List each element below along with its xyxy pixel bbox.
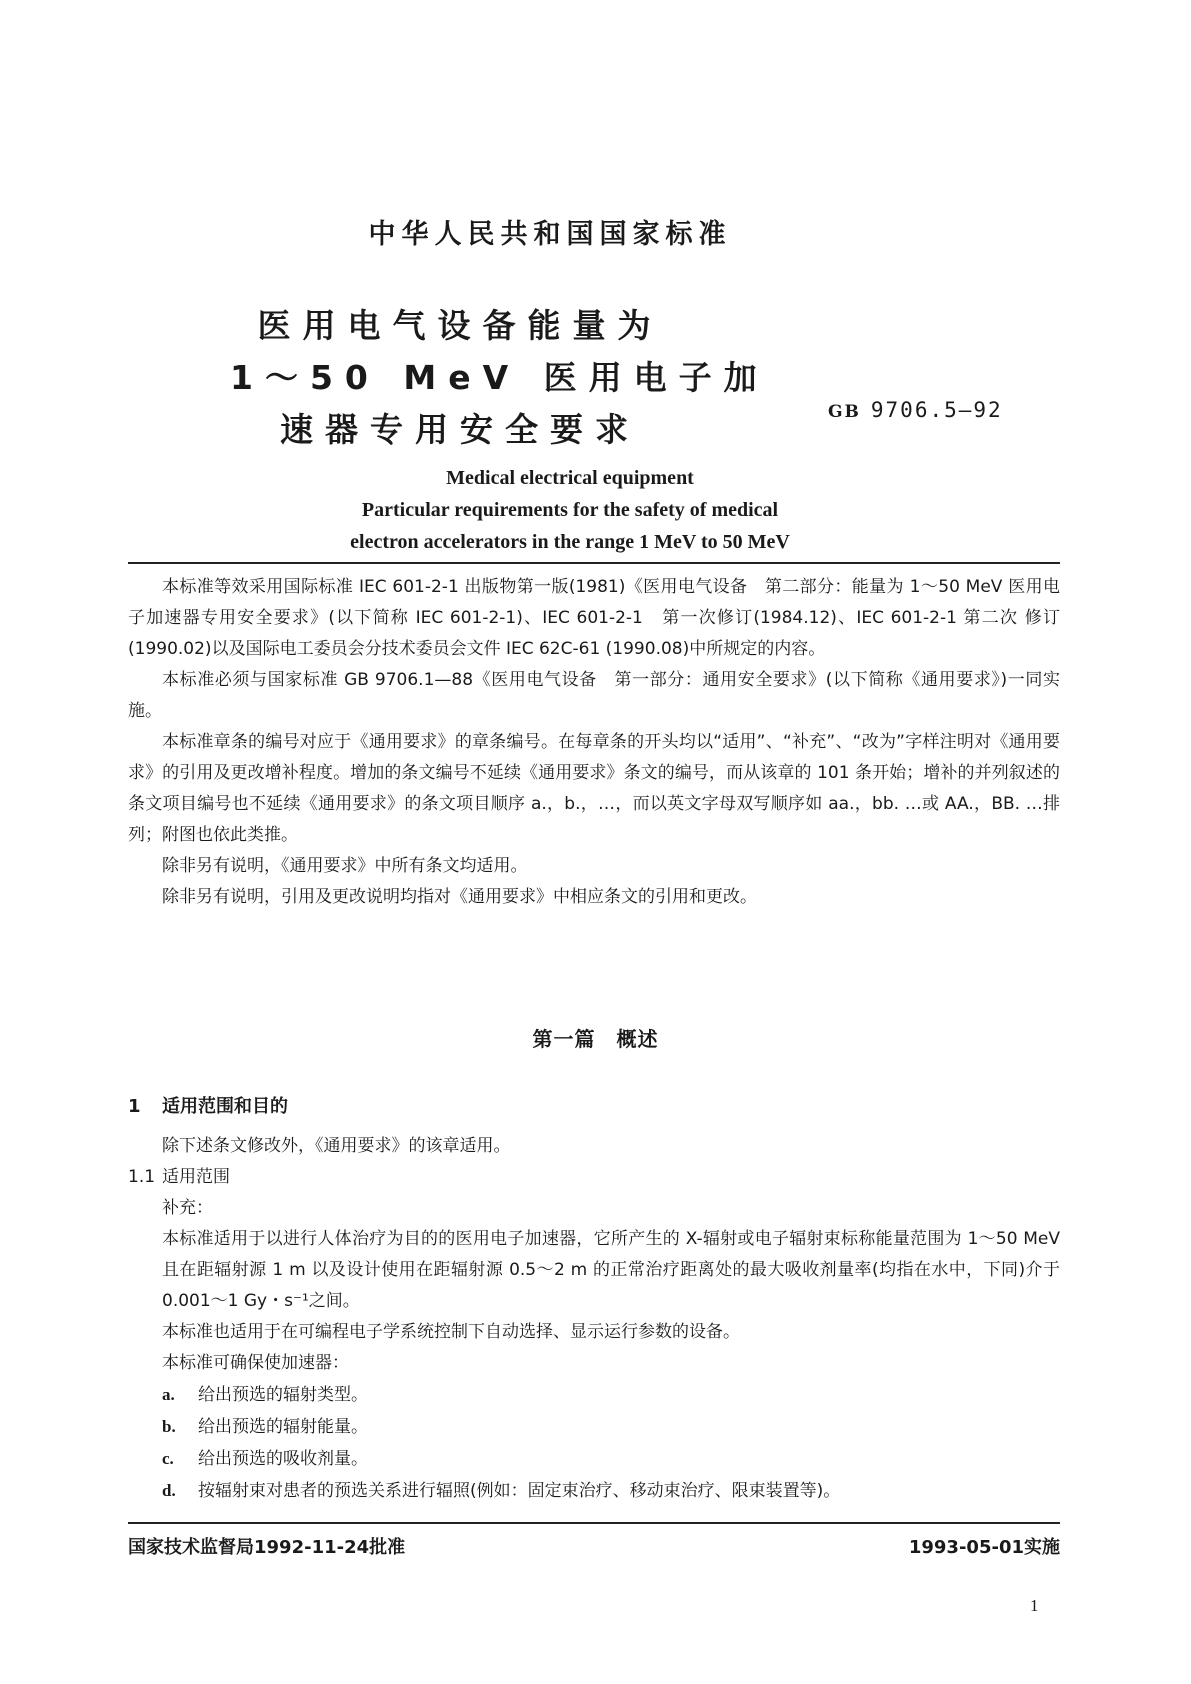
standard-number: 9706.5—92 (870, 398, 1003, 422)
section-heading: 第一篇 概述 (532, 1027, 659, 1051)
chinese-title (230, 300, 769, 456)
footer-divider (128, 1522, 1060, 1524)
list-item (128, 1411, 1060, 1443)
list-item-mark: b. (162, 1417, 176, 1436)
clause-1-1-paragraph: 本标准也适用于在可编程电子学系统控制下自动选择、显示运行参数的设备。 (162, 1322, 740, 1342)
title-line-3: 速器专用安全要求 (280, 410, 640, 449)
clause-1-body (128, 1131, 1060, 1507)
approval-date: 国家技术监督局1992-11-24批准 (128, 1537, 406, 1558)
effective-date: 1993-05-01实施 (908, 1537, 1060, 1558)
title-line-1: 医用电气设备能量为 (257, 306, 663, 345)
english-title (180, 462, 960, 558)
preface (128, 572, 1060, 913)
list-item-mark: a. (162, 1385, 175, 1404)
list-item (128, 1475, 1060, 1507)
clause-1-1-heading (128, 1162, 1060, 1193)
top-divider (128, 562, 1060, 564)
english-title-line-1: Medical electrical equipment (446, 467, 694, 489)
title-line-2: 1～50 MeV 医用电子加 (230, 358, 769, 397)
clause-1-text: 除下述条文修改外，《通用要求》的该章适用。 (162, 1136, 511, 1156)
list-item (128, 1443, 1060, 1475)
list-item (128, 1379, 1060, 1411)
list-item-text: 给出预选的吸收剂量。 (198, 1449, 368, 1469)
preface-paragraph: 除非另有说明，引用及更改说明均指对《通用要求》中相应条文的引用和更改。 (162, 887, 757, 907)
preface-paragraph: 本标准章条的编号对应于《通用要求》的章条编号。在每章条的开头均以“适用”、“补充”、“改为”字样注明对《通用要求》的引用及更改增补程度。增加的条文编号不延续《通用要求》条文的编号，而从该章的 101 条开始；增补的并列叙述的条文项目编号也不延续《通用要求》的条文项目顺序 a.，b.，…，而以英文字母双写顺序如 aa.，bb. …或 AA.，BB. …排列；附图也依此类推。 (128, 732, 1060, 845)
english-title-line-3: electron accelerators in the range 1 MeV to 50 MeV (350, 531, 790, 553)
page-number: 1 (1030, 1596, 1039, 1615)
list-item-text: 给出预选的辐射类型。 (198, 1385, 368, 1405)
national-standard-header: 中华人民共和国国家标准 (368, 219, 732, 250)
clause-1-1-number: 1.1 (128, 1167, 156, 1187)
list-item-mark: c. (162, 1449, 174, 1468)
list-item-mark: d. (162, 1481, 176, 1500)
list-item-text: 给出预选的辐射能量。 (198, 1417, 368, 1437)
standard-code (828, 398, 1003, 422)
english-title-line-2: Particular requirements for the safety of medical (361, 499, 779, 521)
clause-1-number: 1 (128, 1096, 141, 1117)
preface-paragraph: 本标准必须与国家标准 GB 9706.1—88《医用电气设备 第一部分：通用安全要求》(以下简称《通用要求》)一同实施。 (128, 670, 1060, 721)
clause-1-1-supplement: 补充： (162, 1198, 213, 1218)
clause-1-1-paragraph: 本标准可确保使加速器： (162, 1353, 349, 1373)
list-item-text: 按辐射束对患者的预选关系进行辐照(例如：固定束治疗、移动束治疗、限束装置等)。 (198, 1481, 841, 1501)
clause-1-heading (128, 1092, 288, 1118)
clause-1-1-title: 适用范围 (162, 1167, 230, 1187)
footer (128, 1533, 1060, 1559)
preface-paragraph: 除非另有说明，《通用要求》中所有条文均适用。 (162, 856, 528, 876)
preface-paragraph: 本标准等效采用国际标准 IEC 601-2-1 出版物第一版(1981)《医用电气设备 第二部分：能量为 1～50 MeV 医用电子加速器专用安全要求》(以下简称 IEC 601-2-1)、IEC 601-2-1 第一次修订(1984.12)、IEC 601-2-1 第二次 修订(1990.02)以及国际电工委员会分技术委员会文件 IEC 62C-61 (1990.08)中所规定的内容。 (128, 577, 1060, 659)
clause-1-title: 适用范围和目的 (162, 1096, 288, 1117)
clause-1-1-paragraph: 本标准适用于以进行人体治疗为目的的医用电子加速器，它所产生的 X-辐射或电子辐射束标称能量范围为 1～50 MeV 且在距辐射源 1 m 以及设计使用在距辐射源 0.5～2 m 的正常治疗距离处的最大吸收剂量率(均指在水中，下同)介于 0.001～1 Gy・s⁻¹之间。 (162, 1229, 1060, 1311)
standard-prefix: GB (828, 402, 861, 422)
